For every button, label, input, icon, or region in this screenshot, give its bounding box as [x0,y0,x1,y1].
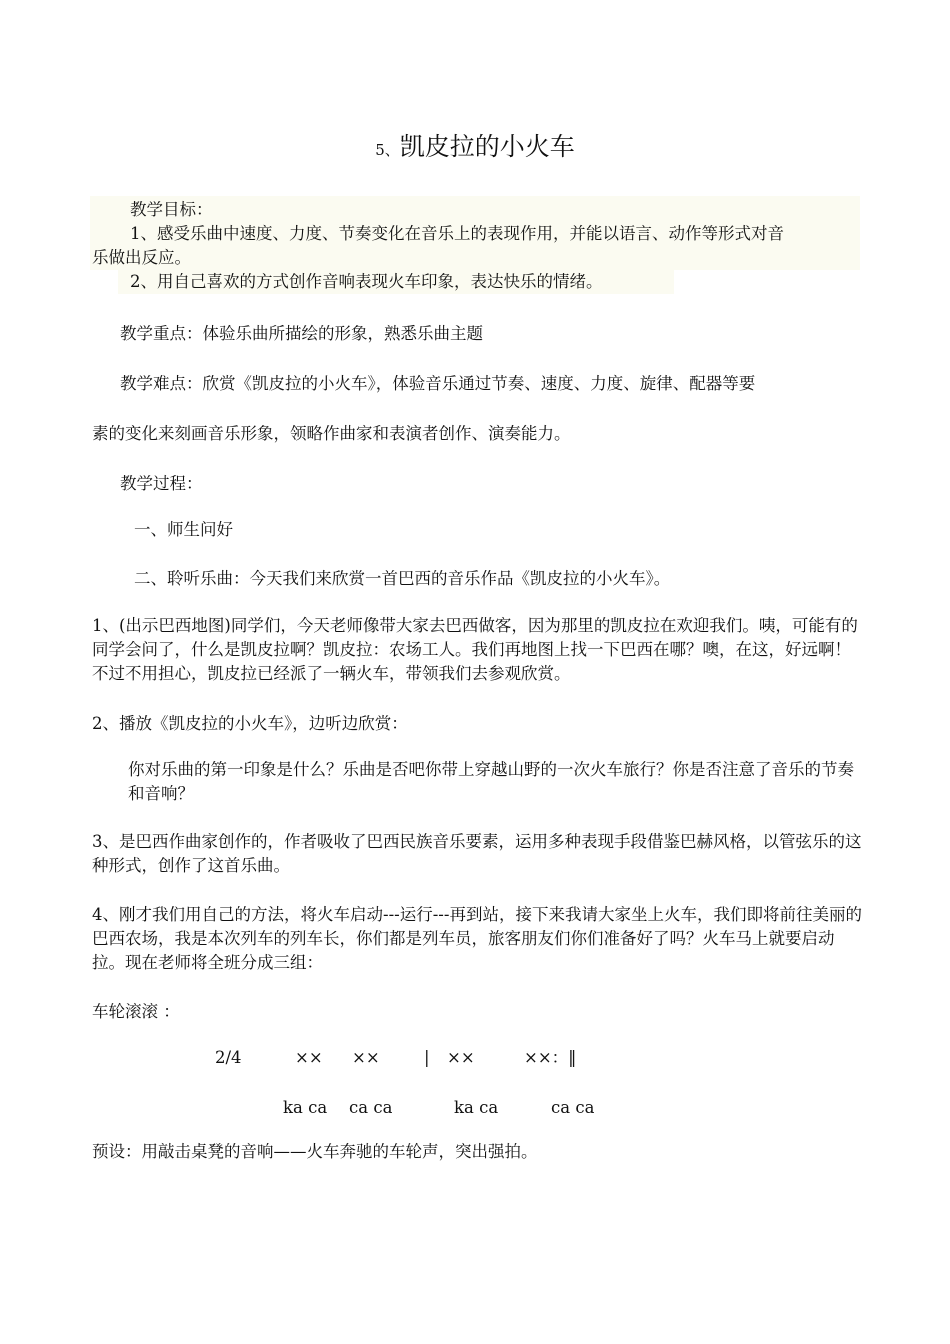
preset-text: 预设：用敲击桌凳的音响——火车奔驰的车轮声，突出强拍。 [92,1142,538,1161]
paragraph-1: 1、(出示巴西地图)同学们，今天老师像带大家去巴西做客，因为那里的凯皮拉在欢迎我们。咦，可能有的同学会问了，什么是凯皮拉啊？凯皮拉：农场工人。我们再地图上找一下巴西在哪？噢，在这，好远啊！不过不用担心，凯皮拉已经派了一辆火车，带领我们去参观欣赏。 [92,616,858,683]
paragraph-3: 你对乐曲的第一印象是什么？乐曲是否吧你带上穿越山野的一次火车旅行？你是否注意了音乐的节奏和音响？ [128,760,854,803]
difficulty-line-b: 素的变化来刻画音乐形象，领略作曲家和表演者创作、演奏能力。 [92,424,571,443]
step-2: 二、聆听乐曲：今天我们来欣赏一首巴西的音乐作品《凯皮拉的小火车》。 [134,569,671,588]
paragraph-5: 4、刚才我们用自己的方法，将火车启动---运行---再到站，接下来我请大家坐上火车，我们即将前往美丽的巴西农场，我是本次列车的列车长，你们都是列车员，旅客朋友们你们准备好了吗？火车马上就要启动拉。现在老师将全班分成三组： [92,905,862,972]
rhythm-syllable-4: ca ca [551,1098,595,1117]
rhythm-syllable-2: ca ca [349,1098,393,1117]
goal-1-line-b: 乐做出反应。 [92,248,191,267]
rhythm-beat-3: ×× [447,1048,475,1067]
difficulty-line-a: 教学难点：欣赏《凯皮拉的小火车》，体验音乐通过节奏、速度、力度、旋律、配器等要 [120,374,756,393]
rhythm-beat-1: ×× [295,1048,323,1067]
title-text: 凯皮拉的小火车 [399,132,575,161]
page-title [0,130,950,167]
paragraph-2: 2、播放《凯皮拉的小火车》，边听边欣赏： [92,714,408,733]
process-heading: 教学过程： [120,474,203,493]
step-1: 一、师生问好 [134,520,233,539]
rhythm-syllable-1: ka ca [283,1098,328,1117]
goal-2: 2、用自己喜欢的方式创作音响表现火车印象，表达快乐的情绪。 [130,272,603,291]
rhythm-beat-2: ×× [352,1048,380,1067]
rhythm-meter: 2/4 [215,1048,242,1067]
paragraph-4: 3、是巴西作曲家创作的，作者吸收了巴西民族音乐要素，运用多种表现手段借鉴巴赫风格，以管弦乐的这种形式，创作了这首乐曲。 [92,832,862,875]
rhythm-syllable-3: ka ca [454,1098,499,1117]
key-point: 教学重点：体验乐曲所描绘的形象，熟悉乐曲主题 [120,324,483,343]
wheels-label: 车轮滚滚 ： [92,1002,180,1021]
goals-heading: 教学目标： [130,200,213,219]
goal-1-line-a: 1、感受乐曲中速度、力度、节奏变化在音乐上的表现作用，并能以语言、动作等形式对音 [130,224,784,243]
rhythm-barline: | [424,1048,430,1067]
rhythm-beat-4: ××：‖ [524,1048,577,1067]
title-number: 5、 [375,141,400,159]
